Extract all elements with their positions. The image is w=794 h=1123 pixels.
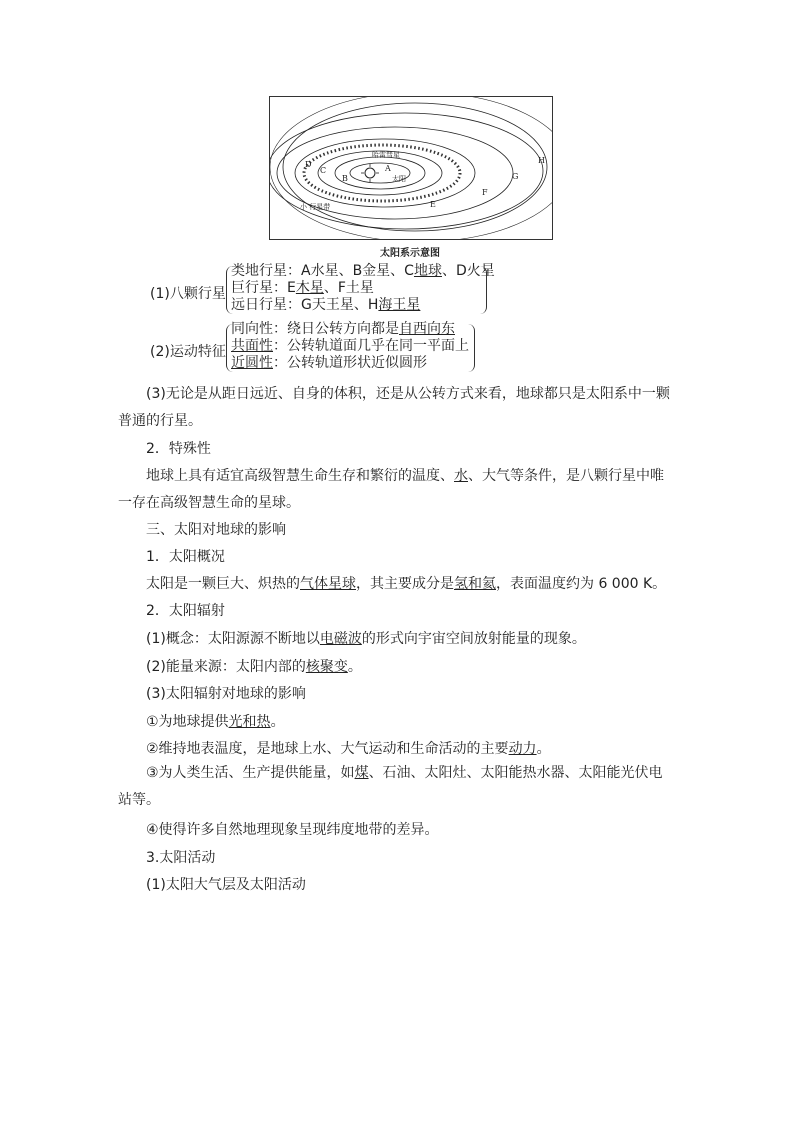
- heading-section3: 三、太阳对地球的影响: [146, 522, 286, 538]
- label-comet: 哈雷彗星: [372, 151, 400, 159]
- label-A: A: [385, 164, 391, 173]
- label-H: H: [538, 156, 545, 165]
- group1-items: [231, 263, 495, 314]
- group2-row-direction: 同向性：绕日公转方向都是自西向东: [231, 321, 455, 337]
- para-influence-1: ①为地球提供光和热。: [146, 714, 285, 730]
- para-influence-4: ④使得许多自然地理现象呈现纬度地带的差异。: [146, 822, 439, 838]
- para-solar-atmosphere: (1)太阳大气层及太阳活动: [146, 877, 306, 893]
- label-E: E: [430, 200, 436, 209]
- heading-special: 2．特殊性: [146, 441, 211, 457]
- para-influence: (3)太阳辐射对地球的影响: [146, 686, 306, 702]
- group2-row-circular: 近圆性：公转轨道形状近似圆形: [231, 355, 427, 371]
- para-ordinary-planet: (3)无论是从距日远近、自身的体积，还是从公转方式来看，地球都只是太阳系中一颗普通的行星。: [118, 386, 670, 429]
- heading-solar-activity: 3.太阳活动: [146, 850, 216, 866]
- label-D: D: [305, 160, 312, 169]
- heading-radiation: 2．太阳辐射: [146, 603, 225, 619]
- label-C: C: [320, 166, 327, 175]
- group2-row-coplanar: 共面性：公转轨道面几乎在同一平面上: [231, 338, 469, 354]
- figure-caption: 太阳系示意图: [380, 248, 440, 259]
- label-asteroid-belt: 小 行星带: [300, 203, 331, 211]
- group1-brace-right: [480, 266, 487, 314]
- solar-system-diagram: [270, 97, 552, 239]
- para-influence-2: ②维持地表温度，是地球上水、大气运动和生命活动的主要动力。: [146, 741, 551, 757]
- para-influence-3: ③为人类生活、生产提供能量，如煤、石油、太阳灶、太阳能热水器、太阳能光伏电站等。: [118, 765, 663, 808]
- label-G: G: [512, 172, 519, 181]
- group2-items: [231, 321, 469, 372]
- para-energy-source: (2)能量来源：太阳内部的核聚变。: [146, 659, 362, 675]
- para-sun-overview: 太阳是一颗巨大、炽热的气体星球，其主要成分是氢和氦，表面温度约为 6 000 K。: [146, 576, 667, 592]
- para-special: 地球上具有适宜高级智慧生命生存和繁衍的温度、水、大气等条件，是八颗行星中唯一存在高级智慧生命的星球。: [118, 468, 664, 511]
- group1-row-terrestrial: 类地行星：A水星、B金星、C地球、D火星: [231, 263, 495, 279]
- group1-row-giant: 巨行星：E木星、F土星: [231, 280, 374, 296]
- para-concept: (1)概念：太阳源源不断地以电磁波的形式向宇宙空间放射能量的现象。: [146, 631, 586, 647]
- group1-row-ice: 远日行星：G天王星、H海王星: [231, 297, 421, 313]
- label-B: B: [342, 174, 348, 183]
- solar-system-figure: [269, 96, 553, 240]
- heading-sun-overview: 1．太阳概况: [146, 549, 225, 565]
- group1-label: (1)八颗行星: [150, 286, 226, 302]
- label-F: F: [482, 188, 488, 197]
- group2-brace-right: [468, 324, 475, 372]
- group2-label: (2)运动特征: [150, 344, 226, 360]
- label-sun: 太阳: [392, 175, 406, 183]
